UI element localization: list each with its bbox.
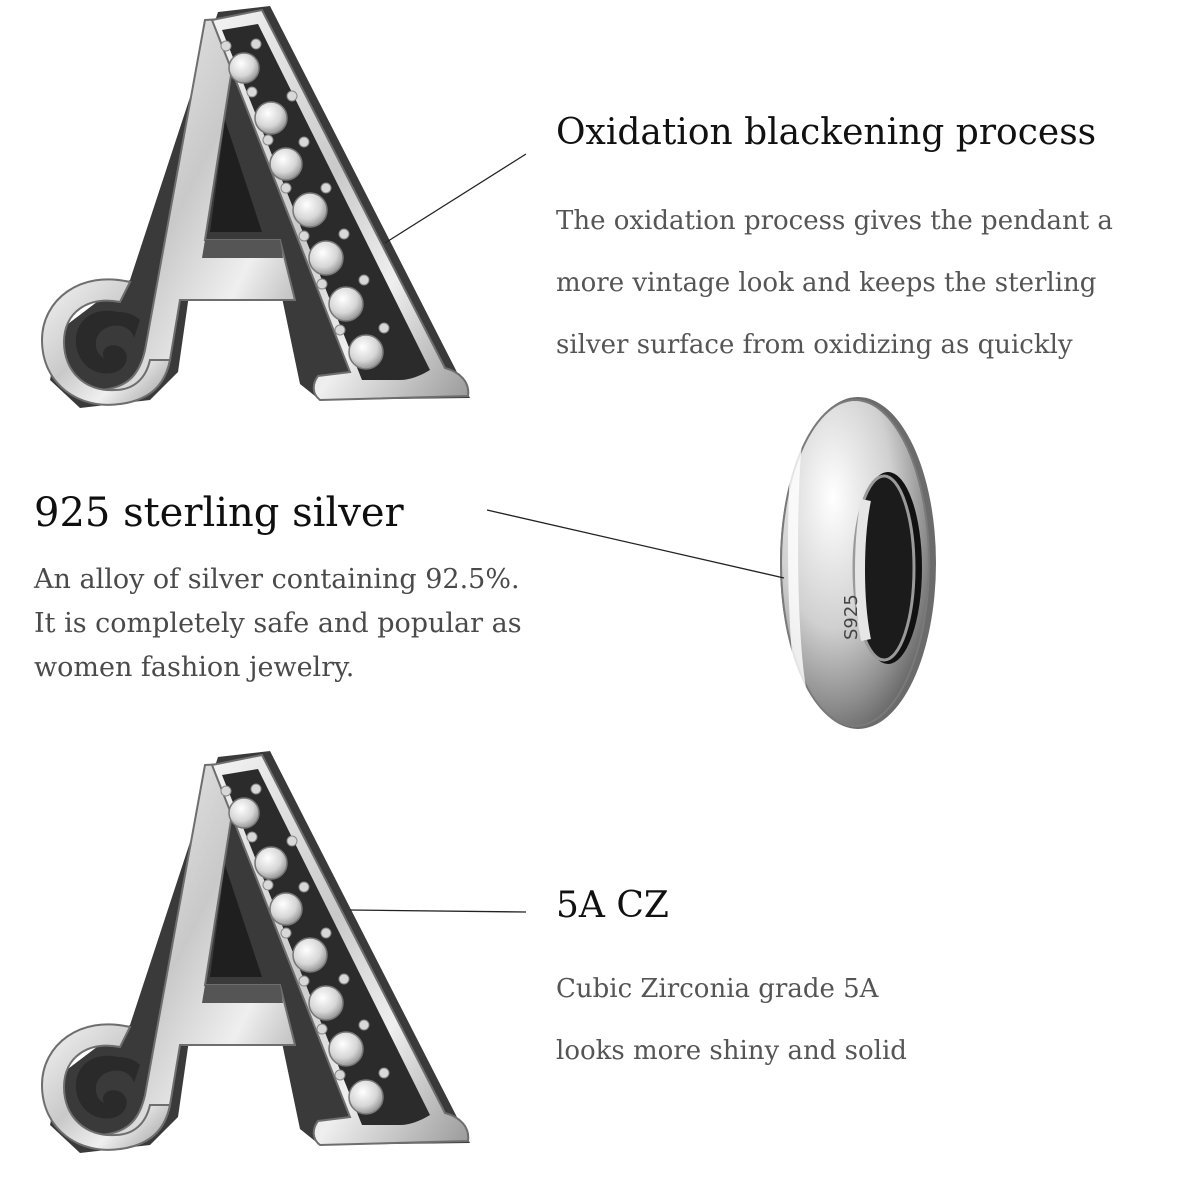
desc-line: looks more shiny and solid [556,1036,907,1066]
desc-line: silver surface from oxidizing as quickly [556,330,1073,360]
feature-title-oxidation: Oxidation blackening process [556,112,1097,153]
feature-desc-sterling [34,558,522,690]
feature-title-cz: 5A CZ [556,885,669,926]
desc-line: The oxidation process gives the pendant a [556,206,1113,236]
leader-line-oxidation [385,154,526,243]
desc-line: An alloy of silver containing 92.5%. [34,564,520,595]
leader-line-sterling [487,510,784,578]
feature-title-sterling: 925 sterling silver [34,490,404,536]
letter-a-charm-top [42,6,470,408]
ring-stamp-text: S925 [841,594,862,640]
desc-line: more vintage look and keeps the sterling [556,268,1097,298]
desc-line: It is completely safe and popular as [34,608,522,639]
desc-line: Cubic Zirconia grade 5A [556,974,879,1004]
leader-line-cz [350,910,526,912]
feature-desc-oxidation [556,190,1113,376]
silver-ring [780,397,936,729]
desc-line: women fashion jewelry. [34,652,355,683]
feature-desc-cz [556,958,907,1082]
letter-a-charm-bottom [42,751,470,1153]
